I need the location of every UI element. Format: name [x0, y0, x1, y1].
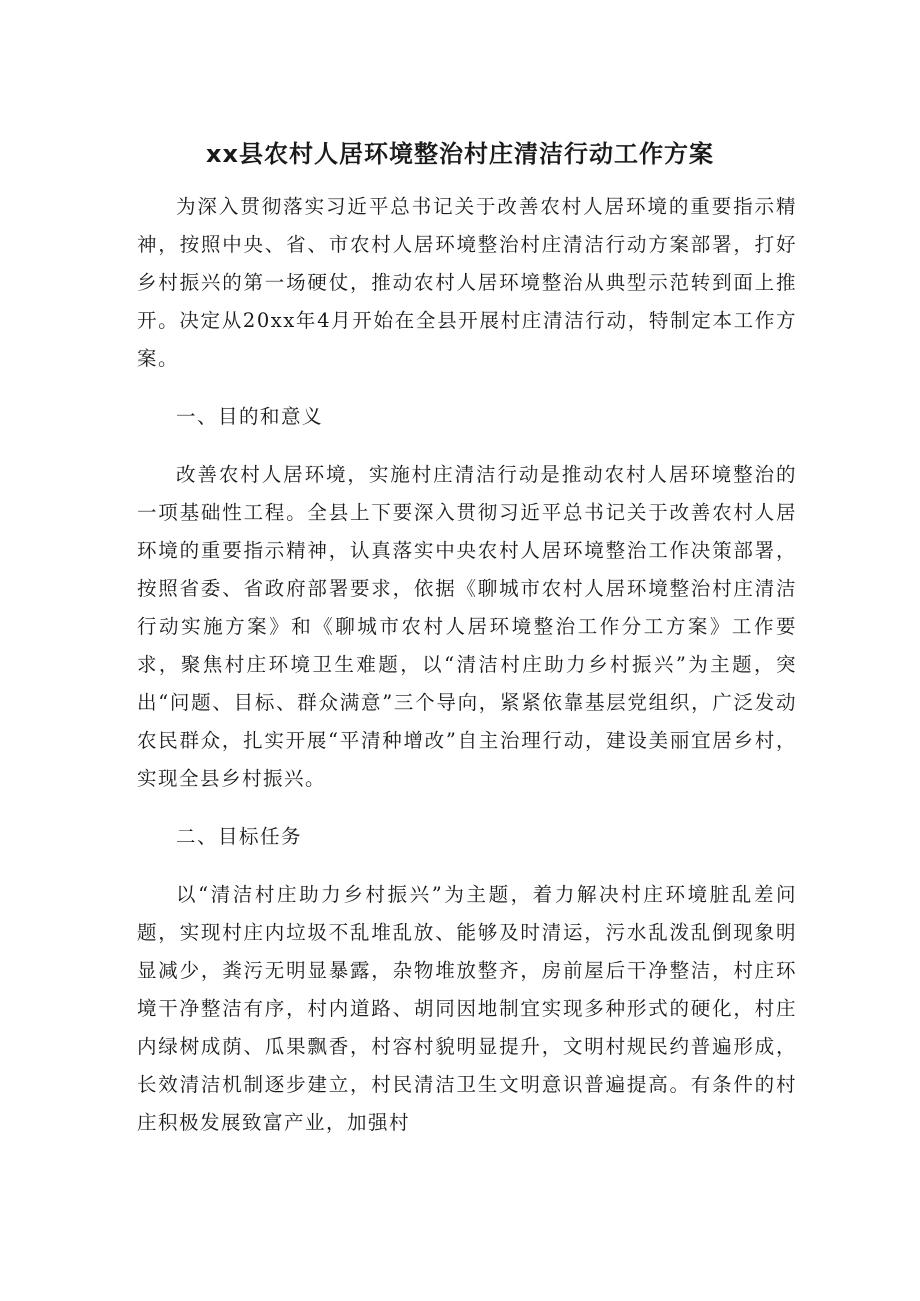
section-paragraph-1: 改善农村人居环境，实施村庄清洁行动是推动农村人居环境整治的一项基础性工程。全县上下要深入贯彻习近平总书记关于改善农村人居环境的重要指示精神，认真落实中央农村人居环境整治工作决策部署，按照省委、省政府部署要求，依据《聊城市农村人居环境整治村庄清洁行动实施方案》和《聊城市农村人居环境整治工作分工方案》工作要求，聚焦村庄环境卫生难题，以“清洁村庄助力乡村振兴”为主题，突出“问题、目标、群众满意”三个导向，紧紧依靠基层党组织，广泛发动农民群众，扎实开展“平清种增改”自主治理行动，建设美丽宜居乡村，实现全县乡村振兴。: [137, 463, 797, 790]
section-heading-2: 二、目标任务: [176, 825, 303, 848]
intro-paragraph: 为深入贯彻落实习近平总书记关于改善农村人居环境的重要指示精神，按照中央、省、市农村人居环境整治村庄清洁行动方案部署，打好乡村振兴的第一场硬仗，推动农村人居环境整治从典型示范转到面上推开。决定从20xx年4月开始在全县开展村庄清洁行动，特制定本工作方案。: [137, 195, 797, 370]
page-title: xx县农村人居环境整治村庄清洁行动工作方案: [206, 140, 714, 168]
document-body: [137, 188, 797, 1162]
section-paragraph-2: 以“清洁村庄助力乡村振兴”为主题，着力解决村庄环境脏乱差问题，实现村庄内垃圾不乱堆乱放、能够及时清运，污水乱泼乱倒现象明显减少，粪污无明显暴露，杂物堆放整齐，房前屋后干净整洁，村庄环境干净整洁有序，村内道路、胡同因地制宜实现多种形式的硬化，村庄内绿树成荫、瓜果飘香，村容村貌明显提升，文明村规民约普遍形成，长效清洁机制逐步建立，村民清洁卫生文明意识普遍提高。有条件的村庄积极发展致富产业，加强村: [137, 883, 797, 1134]
section-heading-1: 一、目的和意义: [176, 405, 324, 428]
